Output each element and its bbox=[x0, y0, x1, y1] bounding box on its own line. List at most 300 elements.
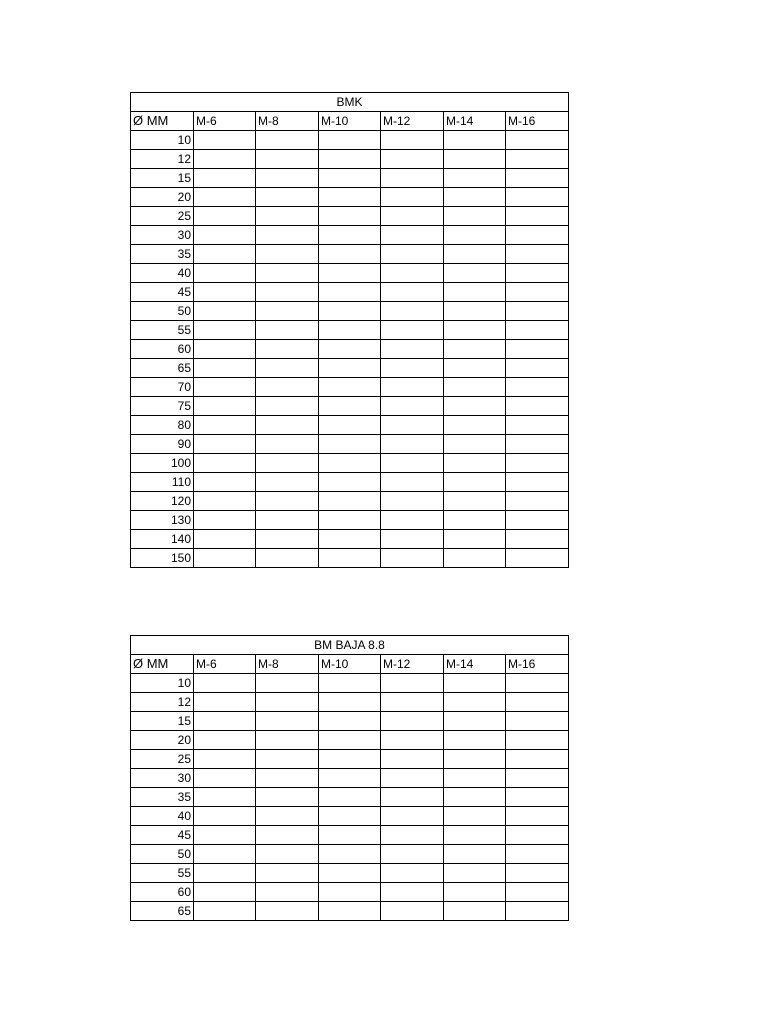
column-header-cell[interactable]: M-16 bbox=[506, 655, 569, 674]
empty-cell[interactable] bbox=[444, 454, 506, 473]
diameter-cell[interactable]: 150 bbox=[131, 549, 194, 568]
empty-cell[interactable] bbox=[256, 826, 319, 845]
diameter-cell[interactable]: 30 bbox=[131, 226, 194, 245]
diameter-cell[interactable]: 25 bbox=[131, 750, 194, 769]
table-row bbox=[131, 435, 569, 454]
table-row bbox=[131, 321, 569, 340]
empty-cell[interactable] bbox=[506, 435, 569, 454]
empty-cell[interactable] bbox=[444, 864, 506, 883]
diameter-cell[interactable]: 15 bbox=[131, 169, 194, 188]
empty-cell[interactable] bbox=[319, 864, 381, 883]
table-header-row bbox=[131, 655, 569, 674]
empty-cell[interactable] bbox=[506, 416, 569, 435]
diameter-cell[interactable]: 100 bbox=[131, 454, 194, 473]
empty-cell[interactable] bbox=[381, 750, 444, 769]
diameter-cell[interactable]: 45 bbox=[131, 826, 194, 845]
empty-cell[interactable] bbox=[194, 788, 256, 807]
empty-cell[interactable] bbox=[256, 674, 319, 693]
empty-cell[interactable] bbox=[444, 693, 506, 712]
column-header-cell[interactable]: M-16 bbox=[506, 112, 569, 131]
empty-cell[interactable] bbox=[319, 549, 381, 568]
empty-cell[interactable] bbox=[381, 674, 444, 693]
empty-cell[interactable] bbox=[506, 264, 569, 283]
empty-cell[interactable] bbox=[319, 188, 381, 207]
empty-cell[interactable] bbox=[381, 511, 444, 530]
empty-cell[interactable] bbox=[444, 150, 506, 169]
empty-cell[interactable] bbox=[444, 131, 506, 150]
empty-cell[interactable] bbox=[256, 283, 319, 302]
empty-cell[interactable] bbox=[506, 207, 569, 226]
empty-cell[interactable] bbox=[319, 435, 381, 454]
empty-cell[interactable] bbox=[256, 788, 319, 807]
empty-cell[interactable] bbox=[444, 731, 506, 750]
empty-cell[interactable] bbox=[506, 674, 569, 693]
empty-cell[interactable] bbox=[319, 131, 381, 150]
empty-cell[interactable] bbox=[381, 264, 444, 283]
empty-cell[interactable] bbox=[381, 549, 444, 568]
table-row bbox=[131, 245, 569, 264]
empty-cell[interactable] bbox=[319, 769, 381, 788]
table-row bbox=[131, 674, 569, 693]
empty-cell[interactable] bbox=[256, 883, 319, 902]
empty-cell[interactable] bbox=[381, 492, 444, 511]
diameter-cell[interactable]: 12 bbox=[131, 693, 194, 712]
table-row bbox=[131, 712, 569, 731]
empty-cell[interactable] bbox=[381, 826, 444, 845]
empty-cell[interactable] bbox=[444, 378, 506, 397]
empty-cell[interactable] bbox=[194, 492, 256, 511]
empty-cell[interactable] bbox=[506, 883, 569, 902]
empty-cell[interactable] bbox=[381, 150, 444, 169]
empty-cell[interactable] bbox=[444, 188, 506, 207]
empty-cell[interactable] bbox=[194, 150, 256, 169]
empty-cell[interactable] bbox=[444, 769, 506, 788]
empty-cell[interactable] bbox=[381, 883, 444, 902]
empty-cell[interactable] bbox=[444, 207, 506, 226]
empty-cell[interactable] bbox=[194, 864, 256, 883]
empty-cell[interactable] bbox=[444, 845, 506, 864]
empty-cell[interactable] bbox=[444, 511, 506, 530]
empty-cell[interactable] bbox=[256, 321, 319, 340]
diameter-cell[interactable]: 60 bbox=[131, 340, 194, 359]
empty-cell[interactable] bbox=[381, 169, 444, 188]
empty-cell[interactable] bbox=[444, 435, 506, 454]
empty-cell[interactable] bbox=[444, 169, 506, 188]
empty-cell[interactable] bbox=[506, 397, 569, 416]
empty-cell[interactable] bbox=[319, 731, 381, 750]
empty-cell[interactable] bbox=[506, 845, 569, 864]
diameter-cell[interactable]: 35 bbox=[131, 245, 194, 264]
empty-cell[interactable] bbox=[506, 283, 569, 302]
empty-cell[interactable] bbox=[194, 712, 256, 731]
empty-cell[interactable] bbox=[256, 693, 319, 712]
empty-cell[interactable] bbox=[381, 712, 444, 731]
column-header-cell[interactable]: M-14 bbox=[444, 655, 506, 674]
empty-cell[interactable] bbox=[381, 902, 444, 921]
empty-cell[interactable] bbox=[381, 731, 444, 750]
empty-cell[interactable] bbox=[256, 226, 319, 245]
empty-cell[interactable] bbox=[194, 302, 256, 321]
empty-cell[interactable] bbox=[319, 511, 381, 530]
empty-cell[interactable] bbox=[381, 188, 444, 207]
empty-cell[interactable] bbox=[319, 883, 381, 902]
empty-cell[interactable] bbox=[256, 169, 319, 188]
empty-cell[interactable] bbox=[256, 530, 319, 549]
empty-cell[interactable] bbox=[319, 788, 381, 807]
empty-cell[interactable] bbox=[194, 750, 256, 769]
table-row bbox=[131, 283, 569, 302]
empty-cell[interactable] bbox=[194, 511, 256, 530]
column-header-cell[interactable]: M-8 bbox=[256, 112, 319, 131]
empty-cell[interactable] bbox=[194, 207, 256, 226]
empty-cell[interactable] bbox=[256, 264, 319, 283]
table-bmk bbox=[130, 92, 569, 568]
empty-cell[interactable] bbox=[444, 788, 506, 807]
empty-cell[interactable] bbox=[506, 454, 569, 473]
empty-cell[interactable] bbox=[444, 807, 506, 826]
empty-cell[interactable] bbox=[319, 826, 381, 845]
empty-cell[interactable] bbox=[194, 674, 256, 693]
empty-cell[interactable] bbox=[506, 302, 569, 321]
empty-cell[interactable] bbox=[256, 131, 319, 150]
empty-cell[interactable] bbox=[381, 321, 444, 340]
empty-cell[interactable] bbox=[381, 788, 444, 807]
empty-cell[interactable] bbox=[381, 397, 444, 416]
empty-cell[interactable] bbox=[506, 530, 569, 549]
empty-cell[interactable] bbox=[194, 359, 256, 378]
empty-cell[interactable] bbox=[194, 283, 256, 302]
diameter-cell[interactable]: 55 bbox=[131, 864, 194, 883]
empty-cell[interactable] bbox=[381, 530, 444, 549]
empty-cell[interactable] bbox=[256, 188, 319, 207]
table-row bbox=[131, 264, 569, 283]
empty-cell[interactable] bbox=[256, 207, 319, 226]
empty-cell[interactable] bbox=[444, 674, 506, 693]
diameter-cell[interactable]: 40 bbox=[131, 264, 194, 283]
empty-cell[interactable] bbox=[444, 902, 506, 921]
empty-cell[interactable] bbox=[506, 826, 569, 845]
empty-cell[interactable] bbox=[319, 807, 381, 826]
table-title[interactable]: BM BAJA 8.8 bbox=[131, 636, 569, 655]
empty-cell[interactable] bbox=[194, 845, 256, 864]
empty-cell[interactable] bbox=[444, 750, 506, 769]
empty-cell[interactable] bbox=[506, 769, 569, 788]
empty-cell[interactable] bbox=[444, 340, 506, 359]
empty-cell[interactable] bbox=[444, 492, 506, 511]
empty-cell[interactable] bbox=[256, 416, 319, 435]
column-header-cell[interactable]: M-8 bbox=[256, 655, 319, 674]
empty-cell[interactable] bbox=[444, 264, 506, 283]
table-row bbox=[131, 902, 569, 921]
empty-cell[interactable] bbox=[444, 283, 506, 302]
diameter-cell[interactable]: 40 bbox=[131, 807, 194, 826]
empty-cell[interactable] bbox=[319, 750, 381, 769]
empty-cell[interactable] bbox=[256, 731, 319, 750]
empty-cell[interactable] bbox=[506, 150, 569, 169]
empty-cell[interactable] bbox=[444, 883, 506, 902]
empty-cell[interactable] bbox=[319, 473, 381, 492]
empty-cell[interactable] bbox=[319, 454, 381, 473]
empty-cell[interactable] bbox=[506, 788, 569, 807]
diameter-cell[interactable]: 75 bbox=[131, 397, 194, 416]
empty-cell[interactable] bbox=[444, 359, 506, 378]
empty-cell[interactable] bbox=[319, 169, 381, 188]
empty-cell[interactable] bbox=[319, 712, 381, 731]
diameter-header-cell[interactable]: Ø MM bbox=[131, 655, 194, 674]
empty-cell[interactable] bbox=[319, 226, 381, 245]
empty-cell[interactable] bbox=[444, 397, 506, 416]
empty-cell[interactable] bbox=[506, 712, 569, 731]
empty-cell[interactable] bbox=[319, 245, 381, 264]
table-row bbox=[131, 131, 569, 150]
empty-cell[interactable] bbox=[444, 302, 506, 321]
empty-cell[interactable] bbox=[256, 359, 319, 378]
empty-cell[interactable] bbox=[381, 226, 444, 245]
table-row bbox=[131, 397, 569, 416]
table-row bbox=[131, 731, 569, 750]
empty-cell[interactable] bbox=[506, 359, 569, 378]
empty-cell[interactable] bbox=[319, 845, 381, 864]
empty-cell[interactable] bbox=[194, 549, 256, 568]
empty-cell[interactable] bbox=[506, 245, 569, 264]
diameter-cell[interactable]: 50 bbox=[131, 845, 194, 864]
empty-cell[interactable] bbox=[194, 264, 256, 283]
empty-cell[interactable] bbox=[506, 378, 569, 397]
table-row bbox=[131, 845, 569, 864]
empty-cell[interactable] bbox=[381, 416, 444, 435]
empty-cell[interactable] bbox=[319, 340, 381, 359]
empty-cell[interactable] bbox=[506, 340, 569, 359]
diameter-cell[interactable]: 140 bbox=[131, 530, 194, 549]
column-header-cell[interactable]: M-12 bbox=[381, 655, 444, 674]
diameter-header-cell[interactable]: Ø MM bbox=[131, 112, 194, 131]
empty-cell[interactable] bbox=[194, 454, 256, 473]
table-row bbox=[131, 511, 569, 530]
table-header-row bbox=[131, 112, 569, 131]
diameter-cell[interactable]: 10 bbox=[131, 131, 194, 150]
empty-cell[interactable] bbox=[256, 864, 319, 883]
empty-cell[interactable] bbox=[381, 207, 444, 226]
empty-cell[interactable] bbox=[319, 902, 381, 921]
diameter-cell[interactable]: 90 bbox=[131, 435, 194, 454]
table-row bbox=[131, 340, 569, 359]
empty-cell[interactable] bbox=[256, 769, 319, 788]
empty-cell[interactable] bbox=[194, 169, 256, 188]
empty-cell[interactable] bbox=[256, 492, 319, 511]
empty-cell[interactable] bbox=[381, 807, 444, 826]
diameter-cell[interactable]: 35 bbox=[131, 788, 194, 807]
empty-cell[interactable] bbox=[444, 549, 506, 568]
table-row bbox=[131, 492, 569, 511]
column-header-cell[interactable]: M-6 bbox=[194, 655, 256, 674]
empty-cell[interactable] bbox=[381, 340, 444, 359]
diameter-cell[interactable]: 120 bbox=[131, 492, 194, 511]
empty-cell[interactable] bbox=[506, 226, 569, 245]
column-header-cell[interactable]: M-10 bbox=[319, 112, 381, 131]
empty-cell[interactable] bbox=[319, 492, 381, 511]
empty-cell[interactable] bbox=[194, 226, 256, 245]
diameter-cell[interactable]: 45 bbox=[131, 283, 194, 302]
empty-cell[interactable] bbox=[256, 454, 319, 473]
empty-cell[interactable] bbox=[194, 188, 256, 207]
empty-cell[interactable] bbox=[444, 416, 506, 435]
empty-cell[interactable] bbox=[506, 902, 569, 921]
column-header-cell[interactable]: M-12 bbox=[381, 112, 444, 131]
empty-cell[interactable] bbox=[256, 245, 319, 264]
diameter-cell[interactable]: 55 bbox=[131, 321, 194, 340]
empty-cell[interactable] bbox=[444, 530, 506, 549]
empty-cell[interactable] bbox=[381, 693, 444, 712]
empty-cell[interactable] bbox=[381, 845, 444, 864]
empty-cell[interactable] bbox=[444, 245, 506, 264]
empty-cell[interactable] bbox=[319, 321, 381, 340]
empty-cell[interactable] bbox=[506, 188, 569, 207]
empty-cell[interactable] bbox=[256, 712, 319, 731]
empty-cell[interactable] bbox=[194, 340, 256, 359]
table-title-row bbox=[131, 636, 569, 655]
empty-cell[interactable] bbox=[506, 731, 569, 750]
diameter-cell[interactable]: 20 bbox=[131, 188, 194, 207]
empty-cell[interactable] bbox=[506, 473, 569, 492]
empty-cell[interactable] bbox=[194, 397, 256, 416]
table-row bbox=[131, 750, 569, 769]
empty-cell[interactable] bbox=[256, 473, 319, 492]
empty-cell[interactable] bbox=[256, 378, 319, 397]
empty-cell[interactable] bbox=[194, 131, 256, 150]
empty-cell[interactable] bbox=[194, 435, 256, 454]
empty-cell[interactable] bbox=[194, 416, 256, 435]
empty-cell[interactable] bbox=[256, 302, 319, 321]
empty-cell[interactable] bbox=[319, 283, 381, 302]
empty-cell[interactable] bbox=[194, 731, 256, 750]
diameter-cell[interactable]: 65 bbox=[131, 902, 194, 921]
empty-cell[interactable] bbox=[506, 864, 569, 883]
table-row bbox=[131, 693, 569, 712]
empty-cell[interactable] bbox=[319, 416, 381, 435]
empty-cell[interactable] bbox=[506, 693, 569, 712]
diameter-cell[interactable]: 15 bbox=[131, 712, 194, 731]
table-title[interactable]: BMK bbox=[131, 93, 569, 112]
diameter-cell[interactable]: 12 bbox=[131, 150, 194, 169]
empty-cell[interactable] bbox=[444, 473, 506, 492]
empty-cell[interactable] bbox=[194, 883, 256, 902]
empty-cell[interactable] bbox=[194, 769, 256, 788]
table-row bbox=[131, 883, 569, 902]
empty-cell[interactable] bbox=[381, 283, 444, 302]
empty-cell[interactable] bbox=[319, 397, 381, 416]
empty-cell[interactable] bbox=[319, 674, 381, 693]
empty-cell[interactable] bbox=[444, 712, 506, 731]
empty-cell[interactable] bbox=[194, 473, 256, 492]
empty-cell[interactable] bbox=[381, 302, 444, 321]
empty-cell[interactable] bbox=[194, 902, 256, 921]
table-row bbox=[131, 416, 569, 435]
empty-cell[interactable] bbox=[194, 826, 256, 845]
table-row bbox=[131, 530, 569, 549]
column-header-cell[interactable]: M-14 bbox=[444, 112, 506, 131]
empty-cell[interactable] bbox=[194, 321, 256, 340]
table-title-row bbox=[131, 93, 569, 112]
diameter-cell[interactable]: 80 bbox=[131, 416, 194, 435]
empty-cell[interactable] bbox=[444, 226, 506, 245]
diameter-cell[interactable]: 25 bbox=[131, 207, 194, 226]
diameter-cell[interactable]: 65 bbox=[131, 359, 194, 378]
empty-cell[interactable] bbox=[194, 807, 256, 826]
table-row bbox=[131, 807, 569, 826]
empty-cell[interactable] bbox=[256, 750, 319, 769]
diameter-cell[interactable]: 50 bbox=[131, 302, 194, 321]
table-row bbox=[131, 169, 569, 188]
empty-cell[interactable] bbox=[256, 845, 319, 864]
empty-cell[interactable] bbox=[319, 693, 381, 712]
empty-cell[interactable] bbox=[506, 492, 569, 511]
table-row bbox=[131, 207, 569, 226]
table-bm-baja-8-8 bbox=[130, 635, 569, 921]
empty-cell[interactable] bbox=[381, 245, 444, 264]
empty-cell[interactable] bbox=[319, 302, 381, 321]
empty-cell[interactable] bbox=[381, 435, 444, 454]
empty-cell[interactable] bbox=[256, 340, 319, 359]
empty-cell[interactable] bbox=[194, 378, 256, 397]
empty-cell[interactable] bbox=[319, 530, 381, 549]
diameter-cell[interactable]: 130 bbox=[131, 511, 194, 530]
empty-cell[interactable] bbox=[256, 549, 319, 568]
empty-cell[interactable] bbox=[319, 207, 381, 226]
empty-cell[interactable] bbox=[506, 807, 569, 826]
table-row bbox=[131, 549, 569, 568]
empty-cell[interactable] bbox=[319, 150, 381, 169]
empty-cell[interactable] bbox=[319, 359, 381, 378]
empty-cell[interactable] bbox=[506, 131, 569, 150]
empty-cell[interactable] bbox=[381, 473, 444, 492]
diameter-cell[interactable]: 110 bbox=[131, 473, 194, 492]
empty-cell[interactable] bbox=[319, 264, 381, 283]
diameter-cell[interactable]: 60 bbox=[131, 883, 194, 902]
empty-cell[interactable] bbox=[506, 549, 569, 568]
empty-cell[interactable] bbox=[506, 169, 569, 188]
empty-cell[interactable] bbox=[194, 245, 256, 264]
empty-cell[interactable] bbox=[256, 902, 319, 921]
diameter-cell[interactable]: 20 bbox=[131, 731, 194, 750]
table-row bbox=[131, 150, 569, 169]
empty-cell[interactable] bbox=[444, 826, 506, 845]
empty-cell[interactable] bbox=[256, 435, 319, 454]
diameter-cell[interactable]: 10 bbox=[131, 674, 194, 693]
empty-cell[interactable] bbox=[381, 454, 444, 473]
empty-cell[interactable] bbox=[256, 397, 319, 416]
empty-cell[interactable] bbox=[506, 321, 569, 340]
empty-cell[interactable] bbox=[381, 359, 444, 378]
empty-cell[interactable] bbox=[381, 378, 444, 397]
empty-cell[interactable] bbox=[256, 150, 319, 169]
empty-cell[interactable] bbox=[319, 378, 381, 397]
empty-cell[interactable] bbox=[506, 511, 569, 530]
diameter-cell[interactable]: 30 bbox=[131, 769, 194, 788]
empty-cell[interactable] bbox=[444, 321, 506, 340]
empty-cell[interactable] bbox=[506, 750, 569, 769]
empty-cell[interactable] bbox=[381, 864, 444, 883]
table-row bbox=[131, 378, 569, 397]
empty-cell[interactable] bbox=[381, 769, 444, 788]
column-header-cell[interactable]: M-6 bbox=[194, 112, 256, 131]
empty-cell[interactable] bbox=[194, 530, 256, 549]
empty-cell[interactable] bbox=[256, 807, 319, 826]
diameter-cell[interactable]: 70 bbox=[131, 378, 194, 397]
empty-cell[interactable] bbox=[381, 131, 444, 150]
empty-cell[interactable] bbox=[194, 693, 256, 712]
column-header-cell[interactable]: M-10 bbox=[319, 655, 381, 674]
empty-cell[interactable] bbox=[256, 511, 319, 530]
